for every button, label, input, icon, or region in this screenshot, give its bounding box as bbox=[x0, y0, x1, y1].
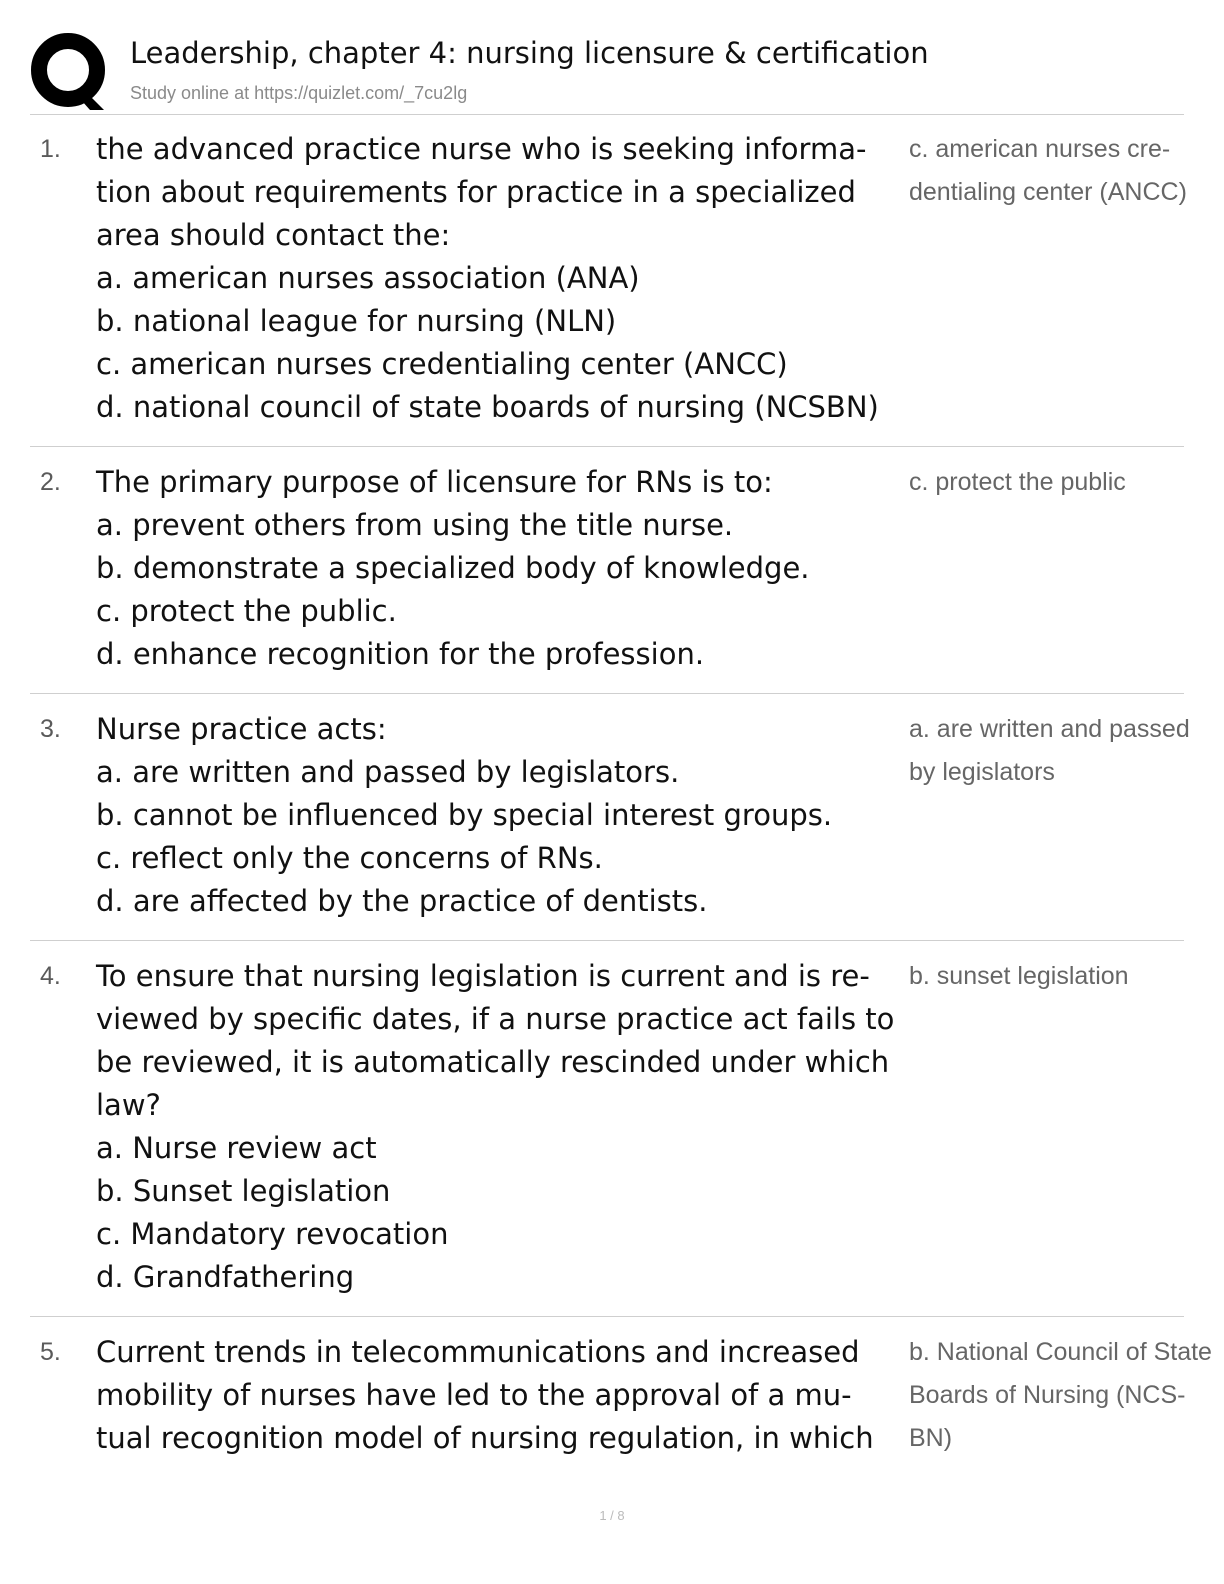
question-line: c. reflect only the concerns of RNs. bbox=[96, 841, 603, 875]
question-line: viewed by specific dates, if a nurse practice act fails to bbox=[96, 1002, 895, 1036]
card-number: 5. bbox=[40, 1338, 61, 1366]
question-line: c. american nurses credentialing center (ANCC) bbox=[96, 347, 788, 381]
question-line: d. are affected by the practice of dentists. bbox=[96, 884, 708, 918]
question-line: To ensure that nursing legislation is current and is re- bbox=[96, 959, 870, 993]
card-answer bbox=[909, 708, 1190, 923]
card-answer bbox=[909, 955, 1179, 1299]
page-number: 1 / 8 bbox=[599, 1508, 625, 1523]
page-title: Leadership, chapter 4: nursing licensure & certification bbox=[130, 36, 929, 70]
card-number: 4. bbox=[40, 962, 61, 990]
question-line: c. protect the public. bbox=[96, 594, 397, 628]
flashcard-list bbox=[30, 114, 1212, 1477]
question-line: a. Nurse review act bbox=[96, 1131, 377, 1165]
flashcard bbox=[30, 447, 1184, 694]
question-line: b. demonstrate a specialized body of knowledge. bbox=[96, 551, 810, 585]
card-question bbox=[96, 461, 904, 676]
question-line: c. Mandatory revocation bbox=[96, 1217, 449, 1251]
question-line: Nurse practice acts: bbox=[96, 712, 387, 746]
question-line: b. Sunset legislation bbox=[96, 1174, 391, 1208]
flashcard bbox=[30, 114, 1187, 447]
answer-line: b. sunset legislation bbox=[909, 962, 1129, 990]
answer-line: c. american nurses cre- bbox=[909, 135, 1171, 163]
study-online-link[interactable]: Study online at https://quizlet.com/_7cu2lg bbox=[130, 83, 468, 103]
question-line: tion about requirements for practice in a specialized bbox=[96, 175, 856, 209]
question-line: the advanced practice nurse who is seeking informa- bbox=[96, 132, 867, 166]
question-line: law? bbox=[96, 1088, 161, 1122]
question-line: d. Grandfathering bbox=[96, 1260, 355, 1294]
question-line: d. enhance recognition for the profession. bbox=[96, 637, 705, 671]
card-number: 2. bbox=[40, 468, 61, 496]
question-line: area should contact the: bbox=[96, 218, 451, 252]
question-line: b. national league for nursing (NLN) bbox=[96, 304, 617, 338]
question-line: Current trends in telecommunications and increased bbox=[96, 1335, 860, 1369]
flashcard bbox=[30, 941, 1184, 1317]
answer-line: a. are written and passed bbox=[909, 715, 1190, 743]
card-question bbox=[96, 1331, 904, 1460]
answer-line: BN) bbox=[909, 1424, 953, 1452]
question-line: d. national council of state boards of nursing (NCSBN) bbox=[96, 390, 879, 424]
quizlet-logo-icon bbox=[30, 32, 110, 112]
card-question bbox=[96, 955, 904, 1299]
flashcard bbox=[30, 1317, 1212, 1477]
answer-line: dentialing center (ANCC) bbox=[909, 178, 1187, 206]
card-answer bbox=[909, 461, 1179, 676]
question-line: a. are written and passed by legislators. bbox=[96, 755, 680, 789]
card-question bbox=[96, 128, 904, 429]
answer-line: c. protect the public bbox=[909, 468, 1126, 496]
question-line: tual recognition model of nursing regulation, in which bbox=[96, 1421, 874, 1455]
question-line: a. american nurses association (ANA) bbox=[96, 261, 640, 295]
question-line: be reviewed, it is automatically rescinded under which bbox=[96, 1045, 890, 1079]
card-number: 1. bbox=[40, 135, 61, 163]
question-line: a. prevent others from using the title nurse. bbox=[96, 508, 734, 542]
answer-line: Boards of Nursing (NCS- bbox=[909, 1381, 1186, 1409]
card-answer bbox=[909, 1331, 1212, 1460]
question-line: The primary purpose of licensure for RNs is to: bbox=[96, 465, 773, 499]
flashcard bbox=[30, 694, 1190, 941]
question-line: mobility of nurses have led to the approval of a mu- bbox=[96, 1378, 852, 1412]
answer-line: b. National Council of State bbox=[909, 1338, 1212, 1366]
card-question bbox=[96, 708, 904, 923]
answer-line: by legislators bbox=[909, 758, 1055, 786]
question-line: b. cannot be influenced by special interest groups. bbox=[96, 798, 833, 832]
document-header bbox=[30, 30, 1184, 115]
card-answer bbox=[909, 128, 1187, 429]
card-number: 3. bbox=[40, 715, 61, 743]
